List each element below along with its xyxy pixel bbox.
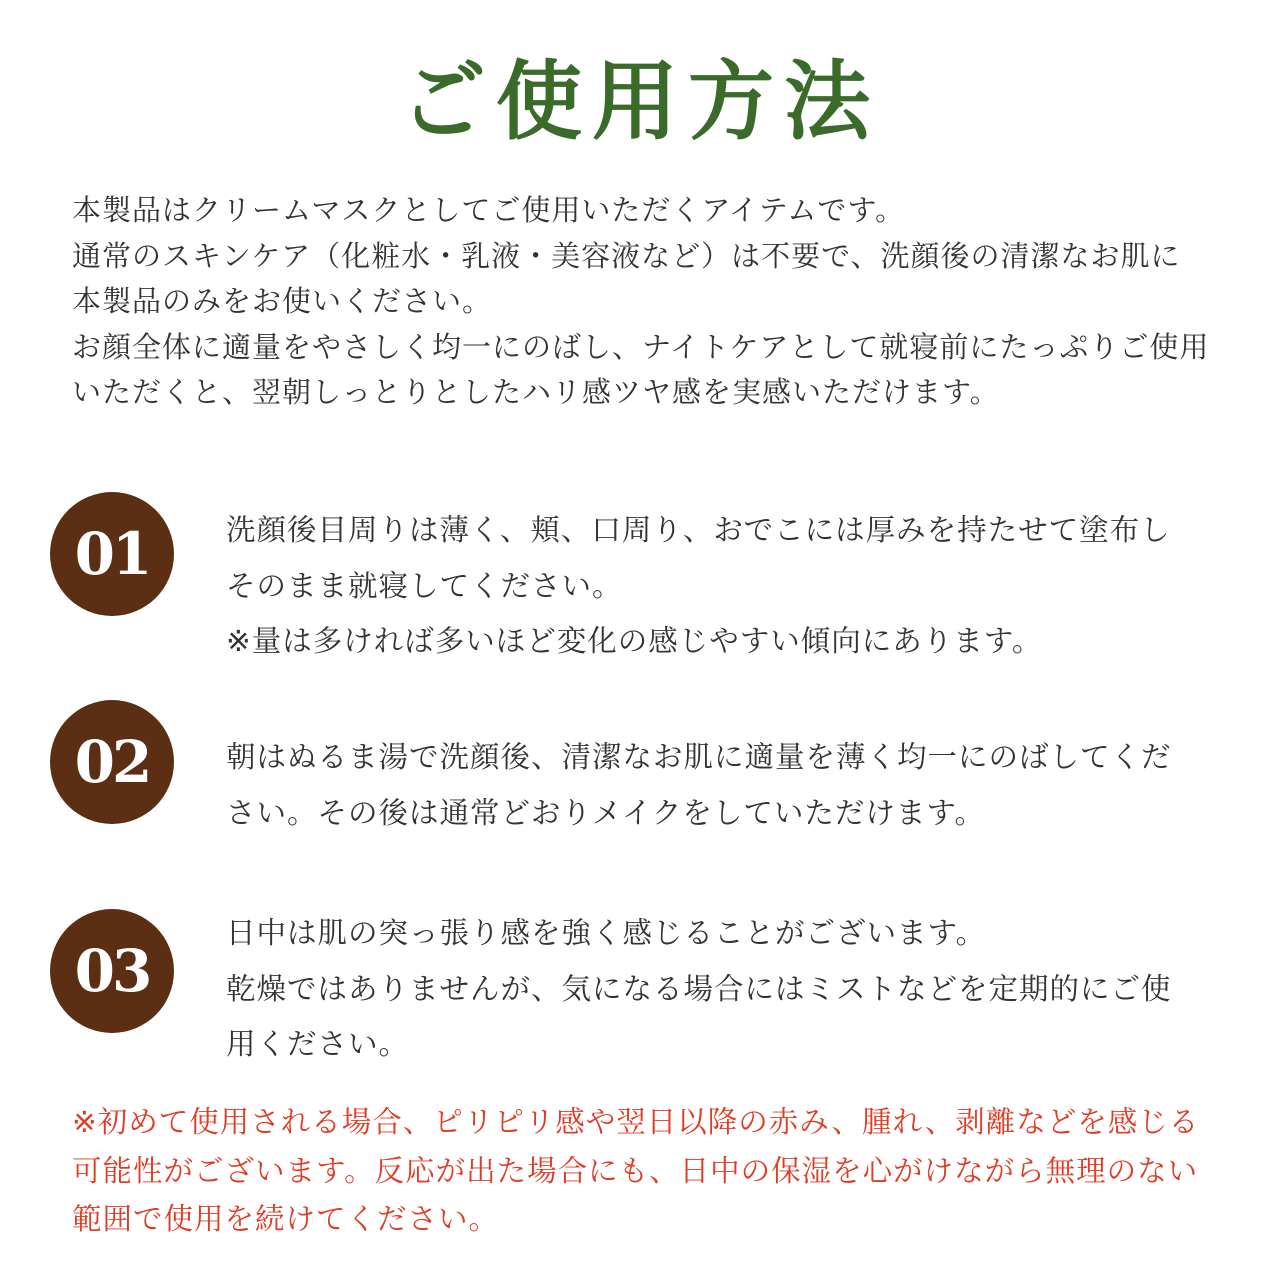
caution-notice — [72, 1098, 1222, 1244]
step-line: ※量は多ければ多いほど変化の感じやすい傾向にあります。 — [226, 624, 1043, 658]
step-line: さい。その後は通常どおりメイクをしていただけます。 — [226, 795, 985, 830]
intro-line: 通常のスキンケア（化粧水・乳液・美容液など）は不要で、洗顔後の清潔なお肌に — [72, 238, 1181, 273]
step-1-number-badge: 01 — [50, 492, 174, 616]
intro-paragraph — [72, 188, 1222, 416]
step-2-number-badge: 02 — [50, 700, 174, 824]
intro-line: 本製品はクリームマスクとしてご使用いただくアイテムです。 — [72, 193, 906, 227]
step-line: 朝はぬるま湯で洗顔後、清潔なお肌に適量を薄く均一にのばしてくだ — [226, 740, 1172, 774]
step-line: 日中は肌の突っ張り感を強く感じることがございます。 — [226, 916, 987, 950]
step-3-text — [226, 906, 1236, 1073]
step-2-text — [226, 730, 1236, 841]
notice-line: 範囲で使用を続けてください。 — [72, 1202, 500, 1236]
step-1-text — [226, 503, 1236, 670]
step-line: 用ください。 — [226, 1027, 410, 1061]
intro-line: いただくと、翌朝しっとりとしたハリ感ツヤ感を実感いただけます。 — [72, 375, 1000, 409]
step-line: 乾燥ではありませんが、気になる場合にはミストなどを定期的にご使 — [226, 971, 1172, 1006]
page-title: ご使用方法 — [400, 52, 880, 152]
notice-line: ※初めて使用される場合、ピリピリ感や翌日以降の赤み、腫れ、剥離などを感じる — [72, 1105, 1200, 1139]
step-line: そのまま就寝してください。 — [226, 568, 623, 603]
step-3-number-badge: 03 — [50, 909, 174, 1033]
step-line: 洗顔後目周りは薄く、頬、口周り、おでこには厚みを持たせて塗布し — [226, 513, 1171, 547]
intro-line: 本製品のみをお使いください。 — [72, 284, 493, 318]
notice-line: 可能性がございます。反応が出た場合にも、日中の保湿を心がけながら無理のない — [72, 1153, 1199, 1188]
intro-line: お顔全体に適量をやさしく均一にのばし、ナイトケアとして就寝前にたっぷりご使用 — [72, 329, 1210, 364]
